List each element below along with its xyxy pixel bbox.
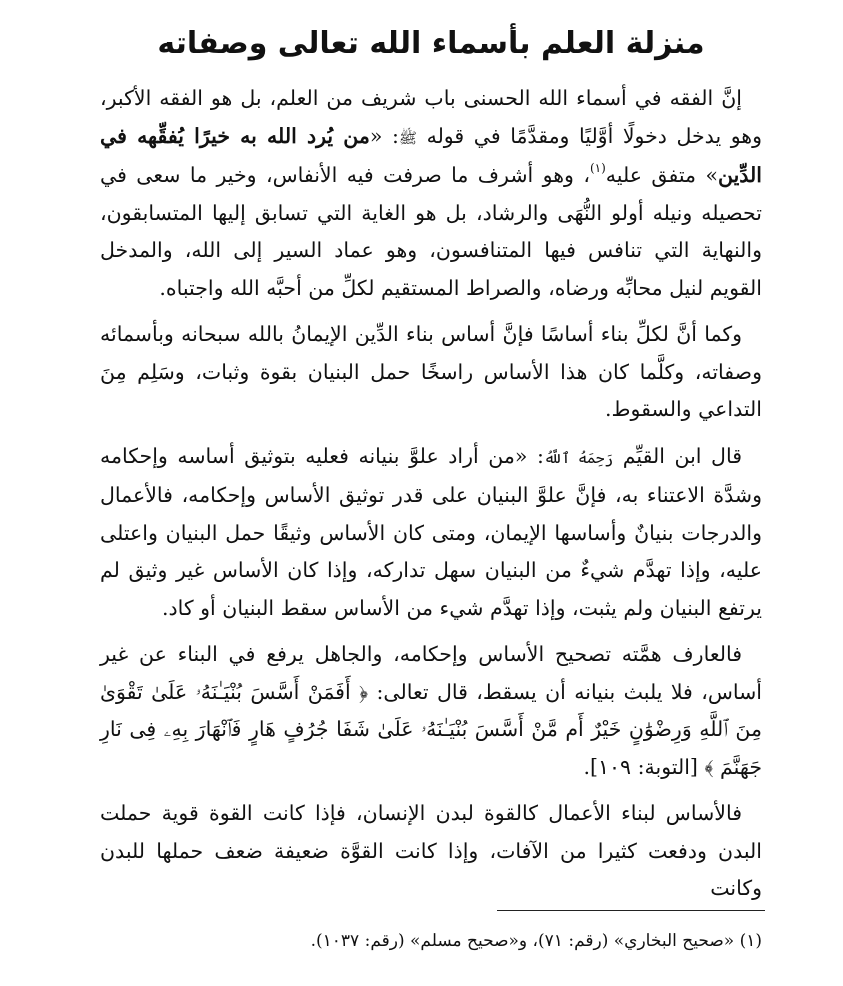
paragraph-2: وكما أنَّ لكلِّ بناء أساسًا فإنَّ أساس بناء الدِّين الإيمانُ بالله سبحانه وبأسمائه وصفاته، وكلَّما كان هذا الأساس راسخًا حمل البنيان بقوة وثبات، وسَلِم مِنَ التداعي والسقوط.	[100, 322, 762, 421]
footnote-reference[interactable]: (١)	[589, 161, 606, 175]
paragraph-5: فالأساس لبناء الأعمال كالقوة لبدن الإنسان، فإذا كانت القوة قوية حملت البدن ودفعت كثيرا من الآفات، وإذا كانت القوَّة ضعيفة ضعف حملها للبدن وكانت	[100, 801, 762, 900]
paragraph-3	[100, 438, 762, 628]
salawat-symbol-icon: ﷺ	[398, 128, 418, 147]
rahimahullah-symbol-icon: رَحِمَهُ ٱللَّهُ	[543, 448, 614, 467]
paragraph-4-text-a: فالعارف همَّته تصحيح الأساس وإحكامه، والجاهل يرفع في البناء عن غير أساس، فلا يلبث بنيانه أن يسقط، قال تعالى:	[100, 642, 762, 704]
paragraph-1-text-a: إنَّ الفقه في أسماء الله الحسنى باب شريف من العلم، بل هو الفقه الأكبر، وهو يدخل دخولًا أوَّليًا ومقدَّمًا في قوله	[100, 86, 763, 148]
footnote-1: (١) «صحيح البخاري» (رقم: ٧١)، و«صحيح مسلم» (رقم: ١٠٣٧).	[310, 931, 762, 951]
footnotes	[100, 926, 762, 956]
paragraph-1-text-c: » متفق عليه	[605, 163, 718, 187]
footnote-divider	[497, 910, 765, 911]
page-title: منزلة العلم بأسماء الله تعالى وصفاته	[157, 26, 705, 61]
paragraph-3-text-b: : «من أراد علوَّ بنيانه فعليه بتوثيق أساسه وإحكامه وشدَّة الاعتناء به، فإنَّ علوَّ البنيان على قدر توثيق الأساس وإحكامه، فالأعمال والدرجات بنيانٌ وأساسها الإيمان، ومتى كان الأساس وثيقًا حمل البنيان واعتلى عليه، وإذا تهدَّم شيءٌ من البنيان سهل تداركه، وإذا كان الأساس غير وثيق لم يرتفع البنيان ولم يثبت، وإذا تهدَّم شيء من الأساس سقط البنيان أو كاد.	[100, 443, 762, 620]
paragraph-4	[100, 636, 762, 786]
verse-citation: [التوبة: ١٠٩].	[583, 754, 705, 779]
paragraph-1	[100, 80, 762, 307]
paragraph-1-text-b: : «	[369, 123, 399, 148]
quran-verse: ﴿ أَفَمَنْ أَسَّسَ بُنْيَـٰنَهُۥ عَلَىٰ تَقْوَىٰ مِنَ ٱللَّهِ وَرِضْوَٰنٍ خَيْرٌ أَم مَّنْ أَسَّسَ بُنْيَـٰنَهُۥ عَلَىٰ شَفَا جُرُفٍ هَارٍ فَٱنْهَارَ بِهِۦ فِى نَارِ جَهَنَّمَ ﴾	[100, 679, 762, 779]
paragraph-3-text-a: قال ابن القيِّم	[613, 443, 742, 468]
paragraph-1-text-d: ، وهو أشرف ما صرفت فيه الأنفاس، وخير ما سعى في تحصيله ونيله أولو النُّهَى والرشاد، بل هو الغاية التي تسابق إليها المتسابقون، والنهاية التي تنافس فيها المتنافسون، وهو عماد السير إلى الله، والمدخل القويم لنيل محابِّه ورضاه، والصراط المستقيم لكلِّ من أحبَّه الله واجتباه.	[100, 163, 762, 300]
page-body	[100, 22, 762, 917]
hadith-quote: من يُرد الله به خيرًا يُفقِّهه في الدِّين	[100, 123, 762, 187]
